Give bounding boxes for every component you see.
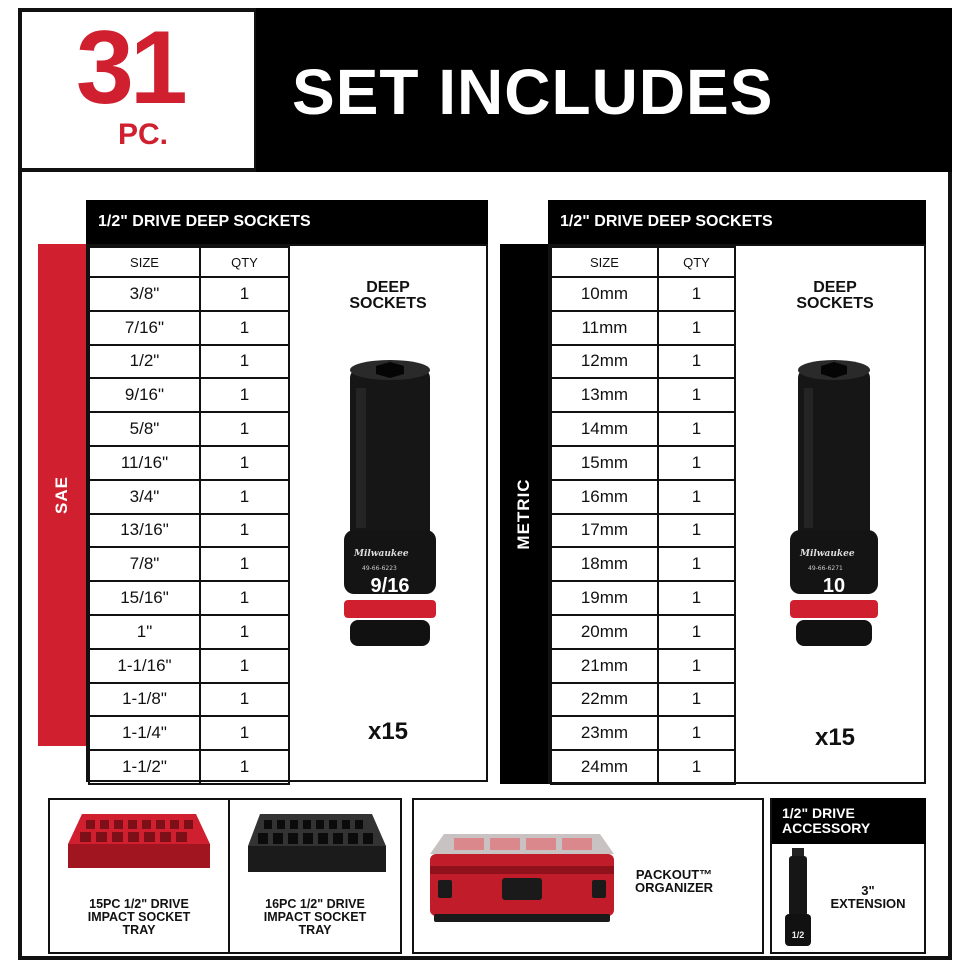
piece-count-unit: PC.: [118, 118, 169, 151]
black-tray-caption-line3: TRAY: [298, 923, 332, 937]
table-row: [89, 378, 289, 412]
size-cell: 3/4": [89, 480, 200, 514]
metric-panel: [548, 244, 926, 784]
table-row: [551, 581, 735, 615]
qty-cell: 1: [658, 581, 735, 615]
size-cell: 19mm: [551, 581, 658, 615]
table-row: [89, 649, 289, 683]
page-title: SET INCLUDES: [292, 56, 774, 128]
size-cell: 22mm: [551, 683, 658, 717]
size-cell: 1-1/8": [89, 683, 200, 717]
qty-cell: 1: [658, 446, 735, 480]
packout-organizer-image: [424, 830, 620, 930]
qty-cell: 1: [200, 581, 289, 615]
size-cell: 18mm: [551, 547, 658, 581]
qty-cell: 1: [658, 649, 735, 683]
size-cell: 21mm: [551, 649, 658, 683]
black-tray-caption-line2: IMPACT SOCKET: [263, 910, 367, 924]
black-tray-caption: [230, 898, 400, 937]
table-row: [551, 480, 735, 514]
qty-cell: 1: [200, 412, 289, 446]
qty-cell: 1: [200, 480, 289, 514]
qty-cell: 1: [658, 547, 735, 581]
size-cell: 17mm: [551, 514, 658, 548]
qty-cell: 1: [658, 683, 735, 717]
size-cell: 14mm: [551, 412, 658, 446]
organizer-caption: [620, 868, 728, 894]
table-row: [551, 547, 735, 581]
red-tray-caption-line2: IMPACT SOCKET: [87, 910, 191, 924]
qty-cell: 1: [200, 446, 289, 480]
black-tray-caption-line1: 16PC 1/2" DRIVE: [265, 897, 365, 911]
size-cell: 11mm: [551, 311, 658, 345]
table-row: [89, 412, 289, 446]
table-row: [551, 615, 735, 649]
sae-socket-part: 49-66-6223: [362, 565, 397, 572]
size-cell: 1-1/4": [89, 716, 200, 750]
metric-socket-part: 49-66-6271: [808, 565, 843, 572]
size-cell: 10mm: [551, 277, 658, 311]
metric-socket-count: x15: [814, 724, 856, 751]
size-cell: 1": [89, 615, 200, 649]
metric-product-label-line1: DEEP: [813, 279, 857, 296]
table-row: [551, 311, 735, 345]
table-row: [551, 750, 735, 784]
table-row: [551, 446, 735, 480]
qty-cell: 1: [200, 514, 289, 548]
qty-cell: 1: [658, 615, 735, 649]
qty-cell: 1: [200, 683, 289, 717]
size-cell: 16mm: [551, 480, 658, 514]
sae-col-qty: QTY: [200, 247, 289, 277]
metric-band-label: METRIC: [514, 478, 533, 550]
size-cell: 7/16": [89, 311, 200, 345]
table-row: [89, 311, 289, 345]
sae-band: [38, 244, 86, 746]
black-tray-box: [228, 798, 402, 954]
qty-cell: 1: [200, 649, 289, 683]
table-row: [89, 716, 289, 750]
size-cell: 13mm: [551, 378, 658, 412]
qty-cell: 1: [658, 311, 735, 345]
qty-cell: 1: [200, 547, 289, 581]
table-row: [89, 683, 289, 717]
qty-cell: 1: [200, 615, 289, 649]
qty-cell: 1: [200, 345, 289, 379]
extension-marking: 1/2: [791, 930, 805, 940]
size-cell: 7/8": [89, 547, 200, 581]
metric-section-heading: 1/2" DRIVE DEEP SOCKETS: [548, 200, 926, 244]
sae-product-label-line2: SOCKETS: [349, 295, 427, 312]
qty-cell: 1: [200, 277, 289, 311]
drive-accessory-heading-line1: 1/2" DRIVE: [782, 805, 855, 821]
size-cell: 15mm: [551, 446, 658, 480]
sae-socket-brand: Milwaukee: [354, 549, 409, 559]
qty-cell: 1: [658, 716, 735, 750]
table-row: [89, 345, 289, 379]
sae-product-label: [316, 280, 460, 312]
table-row: [89, 615, 289, 649]
table-row: [89, 750, 289, 784]
qty-cell: 1: [658, 514, 735, 548]
size-cell: 12mm: [551, 345, 658, 379]
metric-product-label: [760, 280, 910, 312]
table-row: [89, 480, 289, 514]
sae-size-table: [88, 246, 290, 785]
size-cell: 15/16": [89, 581, 200, 615]
metric-product-label-line2: SOCKETS: [796, 295, 874, 312]
qty-cell: 1: [658, 345, 735, 379]
size-cell: 1-1/2": [89, 750, 200, 784]
red-tray-caption: [50, 898, 228, 937]
drive-accessory-heading: [772, 798, 926, 844]
organizer-caption-line2: ORGANIZER: [635, 880, 713, 895]
sae-section-heading: 1/2" DRIVE DEEP SOCKETS: [86, 200, 488, 244]
size-cell: 13/16": [89, 514, 200, 548]
qty-cell: 1: [658, 378, 735, 412]
organizer-box: [412, 798, 764, 954]
table-row: [551, 514, 735, 548]
sae-deep-socket-image: [336, 358, 444, 658]
table-row: [89, 446, 289, 480]
sae-table-body: [89, 277, 289, 784]
metric-socket-brand: Milwaukee: [800, 549, 855, 559]
table-row: [551, 412, 735, 446]
size-cell: 1-1/16": [89, 649, 200, 683]
table-row: [551, 683, 735, 717]
metric-col-size: SIZE: [551, 247, 658, 277]
sae-socket-size: 9/16: [370, 575, 410, 597]
sae-band-label: SAE: [52, 476, 71, 514]
red-tray-box: [48, 798, 230, 954]
size-cell: 5/8": [89, 412, 200, 446]
table-row: [89, 277, 289, 311]
red-tray-caption-line3: TRAY: [122, 923, 156, 937]
table-row: [89, 581, 289, 615]
extension-caption-line2: EXTENSION: [830, 896, 906, 911]
qty-cell: 1: [200, 750, 289, 784]
table-row: [89, 514, 289, 548]
red-socket-tray-image: [64, 808, 214, 878]
sae-product-label-line1: DEEP: [366, 279, 410, 296]
metric-col-qty: QTY: [658, 247, 735, 277]
qty-cell: 1: [658, 750, 735, 784]
table-row: [551, 277, 735, 311]
table-row: [551, 345, 735, 379]
metric-socket-size: 10: [822, 575, 846, 597]
size-cell: 3/8": [89, 277, 200, 311]
size-cell: 23mm: [551, 716, 658, 750]
extension-caption: [812, 884, 924, 910]
size-cell: 20mm: [551, 615, 658, 649]
sae-socket-count: x15: [367, 718, 409, 745]
extension-caption-line1: 3": [861, 883, 875, 898]
sae-panel: [86, 244, 488, 782]
table-row: [551, 378, 735, 412]
qty-cell: 1: [200, 311, 289, 345]
size-cell: 1/2": [89, 345, 200, 379]
extension-bar-image: [780, 848, 816, 950]
qty-cell: 1: [658, 412, 735, 446]
red-tray-caption-line1: 15PC 1/2" DRIVE: [89, 897, 189, 911]
size-cell: 11/16": [89, 446, 200, 480]
qty-cell: 1: [200, 716, 289, 750]
qty-cell: 1: [658, 277, 735, 311]
sae-col-size: SIZE: [89, 247, 200, 277]
qty-cell: 1: [658, 480, 735, 514]
drive-accessory-heading-line2: ACCESSORY: [782, 820, 871, 836]
table-row: [89, 547, 289, 581]
metric-deep-socket-image: [784, 358, 884, 658]
qty-cell: 1: [200, 378, 289, 412]
metric-table-body: [551, 277, 735, 784]
black-socket-tray-image: [244, 808, 390, 884]
organizer-caption-line1: PACKOUT™: [635, 867, 713, 882]
table-row: [551, 716, 735, 750]
table-row: [551, 649, 735, 683]
metric-size-table: [550, 246, 736, 785]
size-cell: 24mm: [551, 750, 658, 784]
piece-count: 31: [76, 10, 184, 126]
metric-band: [500, 244, 548, 784]
size-cell: 9/16": [89, 378, 200, 412]
